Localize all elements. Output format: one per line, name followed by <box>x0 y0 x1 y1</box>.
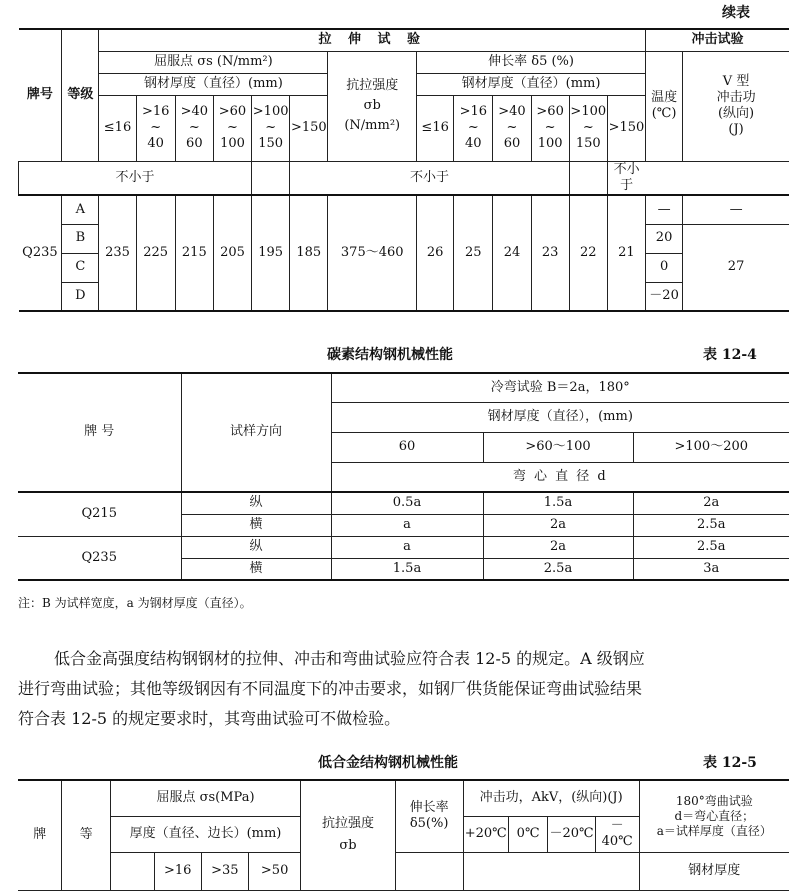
t3-thickness: 厚度（直径、边长）(mm) <box>110 816 301 852</box>
t3-temp: －20℃ <box>548 816 595 852</box>
t2-val: 2.5a <box>483 558 633 580</box>
t1-elong-val: 21 <box>607 195 645 311</box>
t1-range-text: >150 <box>290 119 327 135</box>
t1-range-text: ≤16 <box>103 119 132 135</box>
t2-val: 0.5a <box>331 492 483 514</box>
t1-yield-val: 235 <box>99 195 136 311</box>
t1-elong-val: 24 <box>493 195 531 311</box>
t2-title: 碳素结构钢机械性能 <box>327 347 453 363</box>
t2-col-grade: 牌 号 <box>18 373 181 492</box>
t1-temp-val: －20 <box>646 282 683 311</box>
t3-tensile-sym: σb <box>339 838 357 854</box>
t1-tensile-group: 拉 伸 试 验 <box>99 29 646 51</box>
t1-thickness1: 钢材厚度（直径）(mm) <box>99 73 328 95</box>
t1-range-text: 150 <box>258 136 284 152</box>
t2-dia: 弯 心 直 径 d <box>331 462 789 492</box>
t1-level: D <box>62 282 99 311</box>
t1-yield-val: 225 <box>136 195 175 311</box>
t1-range-text: >40 <box>180 103 209 119</box>
t1-yield-val: 185 <box>290 195 328 311</box>
t1-range <box>136 95 175 161</box>
t2-val: 1.5a <box>483 492 633 514</box>
t3-label: 表 12-5 <box>703 755 757 771</box>
t3-range: >50 <box>248 852 300 890</box>
t1-range-text: ≤16 <box>421 119 449 135</box>
t1-tensile-unit: (N/mm²) <box>344 118 401 134</box>
t3-range: >16 <box>154 852 201 890</box>
t1-range-text: >40 <box>498 103 526 119</box>
t2-note: 注：B 为试样宽度，a 为钢材厚度（直径）。 <box>18 596 252 610</box>
t1-range-text: ~ <box>506 119 518 135</box>
t2-val: 2a <box>483 536 633 558</box>
t1-impact-group: 冲击试验 <box>646 29 789 51</box>
t1-range-text: 150 <box>575 136 601 152</box>
table-12-5 <box>18 779 789 891</box>
t1-elong-val: 26 <box>417 195 454 311</box>
t1-elong-val: 23 <box>531 195 569 311</box>
t3-elong-label: 伸长率 <box>409 800 449 815</box>
t3-col-grade: 牌 <box>18 780 62 890</box>
t2-grade: Q235 <box>18 536 181 580</box>
t3-temp: －40℃ <box>595 816 639 852</box>
t1-range-text: >100 <box>252 103 289 119</box>
t1-temp-unit: (℃) <box>651 106 677 121</box>
t1-not-less: 不小于 <box>607 161 645 195</box>
t1-temp-val: 0 <box>646 253 683 282</box>
continued-label: 续表 <box>722 5 750 21</box>
t3-range: >35 <box>201 852 248 890</box>
t1-range-text: ~ <box>544 119 556 135</box>
t1-blank <box>569 161 607 195</box>
t1-tensile-header <box>328 51 417 161</box>
t3-elong-header <box>395 780 463 852</box>
t1-range <box>417 95 454 161</box>
t1-range <box>454 95 493 161</box>
t3-elong-sym: δ5(%) <box>409 816 449 832</box>
t2-val: 3a <box>633 558 789 580</box>
t1-range-text: ~ <box>582 119 594 135</box>
t2-val: a <box>331 514 483 536</box>
t1-range <box>531 95 569 161</box>
t2-col-dir: 试样方向 <box>181 373 331 492</box>
t1-range <box>213 95 251 161</box>
t2-dir: 横 <box>181 558 331 580</box>
t1-elong-val: 22 <box>569 195 607 311</box>
table-q235-continued <box>18 28 789 312</box>
t3-col-level: 等 <box>62 780 110 890</box>
t1-impact-val: — <box>683 195 789 224</box>
t1-range <box>607 95 645 161</box>
t1-range-text: 40 <box>147 136 164 152</box>
t1-vtype-header <box>683 51 789 161</box>
t1-range-text: ~ <box>265 119 277 135</box>
t1-vtype-line: V 型 <box>722 73 750 89</box>
t3-bend-line: 180°弯曲试验 <box>675 793 753 808</box>
para-line: 低合金高强度结构钢钢材的拉伸、冲击和弯曲试验应符合表 12-5 的规定。A 级钢应 <box>54 649 645 668</box>
t2-thickness: 钢材厚度（直径），(mm) <box>331 402 789 432</box>
t2-val: 2.5a <box>633 536 789 558</box>
para-line: 进行弯曲试验；其他等级钢因有不同温度下的冲击要求，如钢厂供货能保证弯曲试验结果 <box>18 679 643 698</box>
t1-tensile-sym: σb <box>363 97 381 113</box>
t3-title: 低合金结构钢机械性能 <box>318 755 458 771</box>
t1-impact-val: 27 <box>683 224 789 311</box>
t2-col-range: >100～200 <box>633 432 789 462</box>
t2-dir: 纵 <box>181 492 331 514</box>
table-12-4 <box>18 372 789 581</box>
t3-bend-header <box>639 780 789 852</box>
t1-range-text: 100 <box>537 136 563 152</box>
t1-range-text: ~ <box>227 119 238 135</box>
t1-yield-val: 195 <box>252 195 290 311</box>
t3-impact: 冲击功，AkV，(纵向)(J) <box>463 780 639 816</box>
t1-range <box>252 95 290 161</box>
t2-val: 1.5a <box>331 558 483 580</box>
t1-range-text: >16 <box>459 103 488 119</box>
t1-range-text: ~ <box>467 119 479 135</box>
t1-range-text: >150 <box>608 119 645 135</box>
t1-range-text: >60 <box>536 103 564 119</box>
body-paragraph <box>18 644 793 734</box>
t1-yield-val: 205 <box>213 195 251 311</box>
t3-blank <box>395 852 463 890</box>
t3-range-blank <box>110 852 154 890</box>
t1-range-text: 60 <box>503 136 521 152</box>
t1-range-text: 40 <box>465 136 482 152</box>
t1-yield-val: 215 <box>175 195 213 311</box>
t1-grade: Q235 <box>19 195 62 311</box>
t1-yield-header: 屈服点 σs (N/mm²) <box>99 51 328 73</box>
t1-range <box>290 95 328 161</box>
t2-label: 表 12-4 <box>703 347 757 363</box>
t1-level: A <box>62 195 99 224</box>
t1-range-text: >60 <box>218 103 247 119</box>
t1-col-grade: 牌号 <box>19 29 62 161</box>
t3-tensile-header <box>301 780 395 890</box>
t3-steel-thick: 钢材厚度 <box>639 852 789 890</box>
t1-temp-label: 温度 <box>651 89 678 105</box>
t1-range <box>175 95 213 161</box>
t1-tensile-label: 抗拉强度 <box>346 77 399 93</box>
t1-tensile-val: 375～460 <box>328 195 417 311</box>
t1-vtype-line: 冲击功 <box>716 89 756 105</box>
t1-range-text: >100 <box>570 103 607 119</box>
t1-temp-val: — <box>646 195 683 224</box>
t1-range-text: ~ <box>150 119 162 135</box>
t1-not-less: 不小于 <box>19 161 252 195</box>
t2-grade: Q215 <box>18 492 181 536</box>
t2-col-range: 60 <box>331 432 483 462</box>
t1-level: B <box>62 224 99 253</box>
t2-val: a <box>331 536 483 558</box>
t2-val: 2a <box>633 492 789 514</box>
t2-val: 2.5a <box>633 514 789 536</box>
t1-not-less: 不小于 <box>290 161 569 195</box>
t1-temp-val: 20 <box>646 224 683 253</box>
t2-val: 2a <box>483 514 633 536</box>
t1-range <box>569 95 607 161</box>
t1-elong-header: 伸长率 δ5 (%) <box>417 51 646 73</box>
t2-dir: 横 <box>181 514 331 536</box>
t1-temp-header <box>646 51 683 161</box>
t3-bend-line: d＝弯心直径； <box>674 808 755 823</box>
t1-range <box>99 95 136 161</box>
t3-blank <box>463 852 639 890</box>
t3-bend-line: a＝试样厚度（直径） <box>656 823 772 838</box>
t2-bend-header: 冷弯试验 B＝2a，180° <box>331 373 789 402</box>
t1-thickness2: 钢材厚度（直径）(mm) <box>417 73 646 95</box>
t3-yield: 屈服点 σs(MPa) <box>110 780 301 816</box>
t3-temp: 0℃ <box>508 816 548 852</box>
t1-level: C <box>62 253 99 282</box>
t1-range-text: 60 <box>186 136 203 152</box>
t1-range <box>493 95 531 161</box>
para-line: 符合表 12-5 的规定要求时，其弯曲试验可不做检验。 <box>18 709 401 728</box>
t1-range-text: >16 <box>141 103 170 119</box>
t2-col-range: >60～100 <box>483 432 633 462</box>
t1-elong-val: 25 <box>454 195 493 311</box>
t1-vtype-line: (J) <box>728 122 744 138</box>
t2-dir: 纵 <box>181 536 331 558</box>
t1-vtype-line: (纵向) <box>717 106 755 121</box>
t1-range-text: ~ <box>188 119 200 135</box>
t1-blank <box>252 161 290 195</box>
t1-col-level: 等级 <box>62 29 99 161</box>
t3-temp: +20℃ <box>463 816 508 852</box>
t1-range-text: 100 <box>220 136 245 152</box>
t3-tensile-label: 抗拉强度 <box>321 816 374 831</box>
